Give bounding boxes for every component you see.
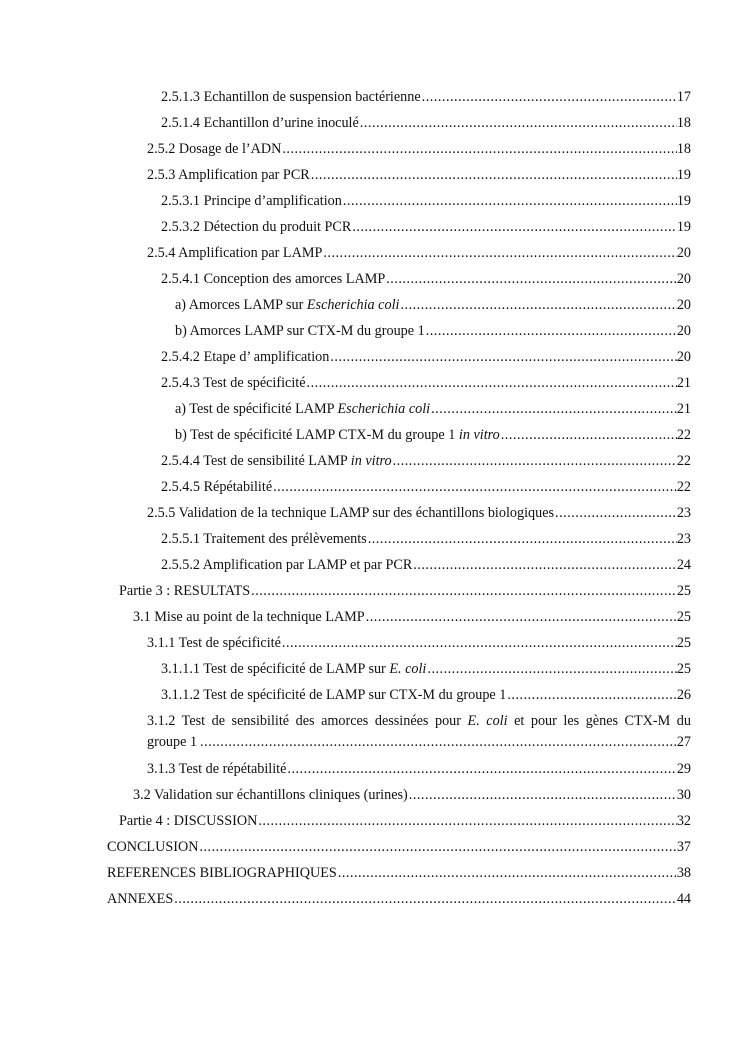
toc-dot-leader (282, 139, 676, 159)
toc-page-number: 20 (676, 271, 691, 287)
toc-dot-leader (366, 607, 677, 627)
toc-entry[interactable] (147, 139, 691, 159)
toc-entry[interactable] (161, 529, 691, 549)
toc-entry[interactable] (119, 811, 691, 831)
toc-entry-title: 2.5.1.3 Echantillon de suspension bactérienne (161, 89, 421, 105)
toc-dot-leader (330, 347, 676, 367)
toc-entry[interactable] (161, 555, 691, 575)
toc-page-number: 23 (676, 531, 691, 547)
toc-entry-italic: in vitro (350, 453, 392, 469)
toc-entry-italic: in vitro (458, 427, 500, 443)
toc-entry-title-line1 (147, 711, 691, 732)
toc-entry[interactable] (147, 165, 691, 185)
toc-page-number: 44 (676, 891, 691, 907)
toc-entry[interactable] (161, 113, 691, 133)
toc-page-number: 20 (676, 349, 691, 365)
toc-page-number: 21 (676, 375, 691, 391)
toc-entry-title: 2.5.5.2 Amplification par LAMP et par PCR (161, 557, 413, 573)
toc-page-number: 29 (676, 761, 691, 777)
toc-entry[interactable] (161, 477, 691, 497)
toc-entry-title: 2.5.2 Dosage de l’ADN (147, 141, 282, 157)
toc-page-number: 30 (676, 787, 691, 803)
toc-dot-leader (307, 373, 677, 393)
toc-entry[interactable] (107, 863, 691, 883)
toc-entry[interactable] (161, 269, 691, 289)
toc-entry[interactable] (107, 889, 691, 909)
toc-page-number: 17 (676, 89, 691, 105)
toc-page-number: 25 (676, 583, 691, 599)
toc-page-number: 37 (676, 839, 691, 855)
toc-dot-leader (360, 113, 677, 133)
toc-dot-leader (338, 863, 677, 883)
toc-entry-title: 2.5.3.1 Principe d’amplification (161, 193, 342, 209)
toc-entry-title (175, 295, 399, 315)
toc-entry-text: 2.5.4.4 Test de sensibilité LAMP (161, 453, 351, 469)
toc-dot-leader (386, 269, 677, 289)
toc-dot-leader (282, 633, 677, 653)
toc-entry[interactable] (161, 659, 691, 679)
toc-dot-leader (507, 685, 676, 705)
toc-page-number: 21 (676, 401, 691, 417)
toc-entry[interactable] (161, 217, 691, 237)
toc-entry[interactable] (175, 425, 691, 445)
toc-entry-title: 2.5.3 Amplification par PCR (147, 167, 310, 183)
toc-entry[interactable] (175, 295, 691, 315)
toc-entry-title (161, 451, 392, 471)
toc-entry-title (175, 425, 500, 445)
toc-dot-leader (393, 451, 677, 471)
toc-page-number: 22 (676, 479, 691, 495)
toc-entry[interactable] (107, 837, 691, 857)
toc-entry[interactable] (161, 373, 691, 393)
toc-page-number: 20 (676, 297, 691, 313)
toc-page-number: 24 (676, 557, 691, 573)
toc-entry-title: ANNEXES (107, 891, 174, 907)
toc-entry-text: 3.1.1.1 Test de spécificité de LAMP sur (161, 661, 390, 677)
toc-page-number: 19 (676, 193, 691, 209)
toc-page-number: 32 (676, 813, 691, 829)
toc-page-number: 25 (676, 635, 691, 651)
toc-dot-leader (427, 659, 676, 679)
toc-entry-text: groupe 1 (147, 734, 198, 750)
toc-page-number: 19 (676, 167, 691, 183)
toc-entry-text: 3.1.2 Test de sensibilité des amorces dessinées pour (147, 713, 468, 729)
toc-entry-title: REFERENCES BIBLIOGRAPHIQUES (107, 865, 337, 881)
toc-entry[interactable] (147, 503, 691, 523)
toc-page-number: 25 (676, 661, 691, 677)
toc-page-number: 22 (676, 427, 691, 443)
toc-entry-title: 2.5.4.5 Répétabilité (161, 479, 273, 495)
toc-dot-leader (258, 811, 676, 831)
toc-entry-italic: E. coli (389, 661, 427, 677)
toc-entry[interactable] (133, 785, 691, 805)
toc-dot-leader (287, 759, 676, 779)
toc-entry-title: 3.2 Validation sur échantillons cliniques (urines) (133, 787, 408, 803)
toc-page-number: 25 (676, 609, 691, 625)
toc-page-number: 26 (676, 687, 691, 703)
toc-dot-leader (431, 399, 677, 419)
toc-entry-text: et pour les gènes CTX-M du (507, 713, 691, 729)
toc-entry-italic: Escherichia coli (337, 401, 431, 417)
toc-entry-title: 3.1.3 Test de répétabilité (147, 761, 287, 777)
toc-dot-leader (555, 503, 677, 523)
toc-dot-leader (200, 732, 677, 753)
toc-entry[interactable] (161, 87, 691, 107)
toc-page-number: 20 (676, 323, 691, 339)
toc-dot-leader (174, 889, 677, 909)
toc-page-number: 18 (676, 115, 691, 131)
toc-entry[interactable] (147, 633, 691, 653)
toc-page-number: 22 (676, 453, 691, 469)
toc-entry-text: b) Test de spécificité LAMP CTX-M du groupe 1 (175, 427, 459, 443)
toc-entry[interactable] (175, 321, 691, 341)
toc-entry-title: Partie 4 : DISCUSSION (119, 813, 258, 829)
toc-page-number: 38 (676, 865, 691, 881)
toc-entry[interactable] (161, 685, 691, 705)
toc-page-number: 18 (676, 141, 691, 157)
toc-entry-title: 2.5.5.1 Traitement des prélèvements (161, 531, 367, 547)
toc-dot-leader (251, 581, 677, 601)
toc-entry-title: 2.5.4.2 Etape d’ amplification (161, 349, 330, 365)
toc-entry[interactable] (161, 451, 691, 471)
toc-entry[interactable] (161, 347, 691, 367)
toc-entry[interactable] (119, 581, 691, 601)
toc-entry-title: 2.5.1.4 Echantillon d’urine inoculé (161, 115, 359, 131)
toc-dot-leader (501, 425, 677, 445)
toc-page-number: 19 (676, 219, 691, 235)
toc-entry-title: 3.1.1.2 Test de spécificité de LAMP sur CTX-M du groupe 1 (161, 687, 507, 703)
toc-dot-leader (311, 165, 677, 185)
toc-entry[interactable] (147, 243, 691, 263)
toc-entry[interactable] (175, 399, 691, 419)
toc-entry-title (175, 399, 430, 419)
toc-entry-title: 2.5.4.1 Conception des amorces LAMP (161, 271, 386, 287)
toc-entry-title (161, 659, 426, 679)
toc-entry-title: 3.1 Mise au point de la technique LAMP (133, 609, 365, 625)
toc-entry-title: b) Amorces LAMP sur CTX-M du groupe 1 (175, 323, 425, 339)
toc-page-number: 20 (676, 245, 691, 261)
toc-entry-italic: E. coli (467, 713, 508, 729)
toc-page-number: 27 (676, 734, 691, 750)
toc-entry-title: Partie 3 : RESULTATS (119, 583, 251, 599)
toc-entry[interactable] (133, 607, 691, 627)
toc-entry-wrapped[interactable] (147, 711, 691, 753)
toc-entry-text: a) Amorces LAMP sur (175, 297, 307, 313)
toc-dot-leader (409, 785, 677, 805)
toc-entry-title: 2.5.4 Amplification par LAMP (147, 245, 323, 261)
toc-entry-title: 2.5.5 Validation de la technique LAMP sur des échantillons biologiques (147, 505, 555, 521)
toc-entry-title-line2 (147, 732, 691, 753)
toc-dot-leader (422, 87, 677, 107)
toc-dot-leader (273, 477, 677, 497)
toc-dot-leader (400, 295, 676, 315)
toc-entry[interactable] (161, 191, 691, 211)
toc-dot-leader (343, 191, 677, 211)
toc-page-number: 23 (676, 505, 691, 521)
toc-dot-leader (323, 243, 676, 263)
toc-entry-italic: Escherichia coli (306, 297, 400, 313)
toc-dot-leader (199, 837, 676, 857)
toc-entry[interactable] (147, 759, 691, 779)
toc-dot-leader (352, 217, 676, 237)
toc-dot-leader (413, 555, 677, 575)
toc-entry-title: 2.5.3.2 Détection du produit PCR (161, 219, 352, 235)
toc-entry-text: a) Test de spécificité LAMP (175, 401, 338, 417)
toc-entry-title: CONCLUSION (107, 839, 199, 855)
toc-entry-title: 2.5.4.3 Test de spécificité (161, 375, 306, 391)
toc-dot-leader (368, 529, 677, 549)
toc-entry-title: 3.1.1 Test de spécificité (147, 635, 281, 651)
toc-dot-leader (426, 321, 677, 341)
